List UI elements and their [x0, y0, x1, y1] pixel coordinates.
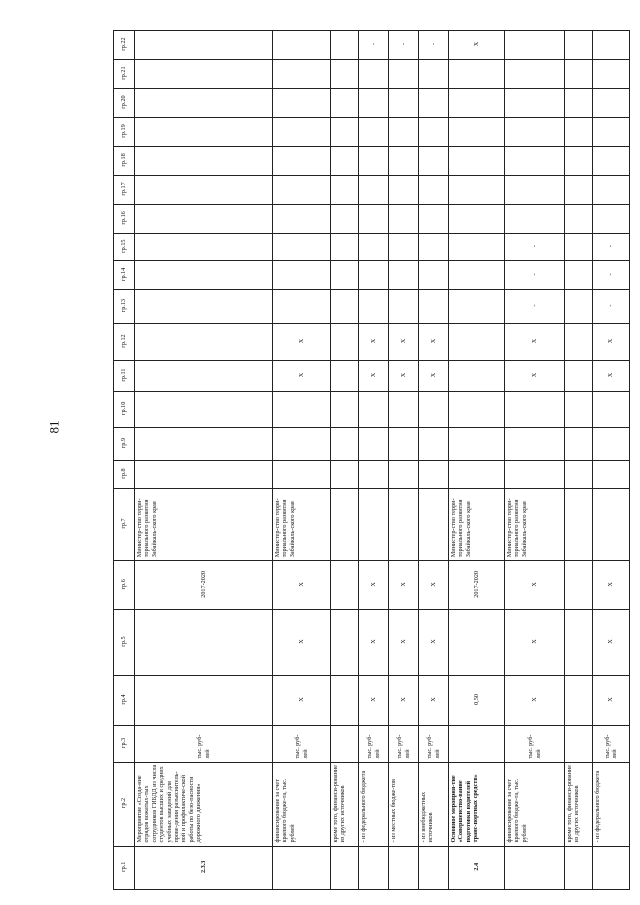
column-header: гр.12: [114, 323, 135, 361]
table-cell: [273, 261, 331, 290]
table-cell: тыс. руб-лей: [505, 726, 565, 762]
table-cell: [565, 147, 593, 176]
table-cell: [331, 147, 359, 176]
table-cell: [331, 204, 359, 233]
table-cell: [389, 391, 419, 427]
table-cell: [389, 175, 419, 204]
table-cell: [565, 561, 593, 610]
table-cell: [389, 261, 419, 290]
table-cell: Министер-ство терри-ториального развития Забайкаль-ского края: [135, 488, 273, 560]
table-cell: X: [419, 361, 449, 391]
table-cell: Основное мероприя-тие «Совершенство-вание подготовки водителей транс-портных средств»: [449, 762, 505, 846]
table-cell: X: [359, 675, 389, 726]
table-cell: [273, 118, 331, 147]
table-cell: [359, 89, 389, 118]
table-cell: X: [419, 561, 449, 610]
table-cell: -: [419, 31, 449, 60]
table-cell: [505, 461, 565, 489]
table-cell: X: [419, 323, 449, 361]
column-header: гр.20: [114, 89, 135, 118]
column-header: гр.10: [114, 391, 135, 427]
table-cell: [419, 846, 449, 889]
table-cell: [565, 461, 593, 489]
table-cell: [331, 610, 359, 675]
table-cell: [419, 391, 449, 427]
column-header: гр.22: [114, 31, 135, 60]
table-cell: [359, 60, 389, 89]
table-cell: [331, 261, 359, 290]
table-cell: [449, 89, 505, 118]
table-cell: X: [389, 675, 419, 726]
table-cell: [593, 31, 630, 60]
table-cell: [565, 60, 593, 89]
column-header: гр.9: [114, 427, 135, 460]
table-cell: X: [419, 610, 449, 675]
table-cell: X: [419, 675, 449, 726]
table-cell: [359, 147, 389, 176]
column-header: гр.5: [114, 610, 135, 675]
table-cell: -: [359, 31, 389, 60]
table-cell: X: [593, 675, 630, 726]
table-cell: [331, 60, 359, 89]
table-cell: X: [359, 361, 389, 391]
table-cell: [449, 726, 505, 762]
table-cell: [273, 60, 331, 89]
table-cell: X: [273, 675, 331, 726]
table-cell: [389, 846, 419, 889]
column-header: гр.21: [114, 60, 135, 89]
table-row: [565, 31, 593, 890]
table-row: [359, 31, 389, 890]
table-cell: [565, 261, 593, 290]
table-cell: [389, 233, 419, 261]
table-cell: [389, 427, 419, 460]
table-row: [389, 31, 419, 890]
table-cell: [389, 461, 419, 489]
table-cell: [135, 31, 273, 60]
table-cell: X: [359, 610, 389, 675]
table-cell: [359, 846, 389, 889]
column-header: гр.1: [114, 846, 135, 889]
table-cell: [273, 233, 331, 261]
table-cell: [331, 233, 359, 261]
table-cell: [273, 290, 331, 323]
table-cell: [331, 675, 359, 726]
table-cell: [135, 89, 273, 118]
table-cell: - из местных бюдже-тов: [389, 762, 419, 846]
table-cell: [419, 147, 449, 176]
table-cell: [389, 290, 419, 323]
table-cell: [331, 118, 359, 147]
table-cell: [505, 118, 565, 147]
table-cell: [419, 118, 449, 147]
table-cell: [565, 726, 593, 762]
table-cell: [449, 323, 505, 361]
column-header: гр.19: [114, 118, 135, 147]
table-cell: [273, 89, 331, 118]
table-cell: [135, 610, 273, 675]
table-cell: [449, 60, 505, 89]
column-header: гр.17: [114, 175, 135, 204]
table-cell: [331, 89, 359, 118]
table-cell: X: [593, 610, 630, 675]
column-header: гр.3: [114, 726, 135, 762]
table-cell: [419, 204, 449, 233]
table-cell: [135, 675, 273, 726]
table-cell: [449, 233, 505, 261]
table-cell: [505, 60, 565, 89]
table-cell: [565, 488, 593, 560]
table-cell: 0,50: [449, 675, 505, 726]
table-cell: [331, 175, 359, 204]
table-cell: [419, 89, 449, 118]
column-header: гр.4: [114, 675, 135, 726]
activity-plan-table: [113, 30, 630, 890]
table-cell: [449, 204, 505, 233]
table-cell: [449, 175, 505, 204]
column-header: гр.16: [114, 204, 135, 233]
table-cell: -: [505, 261, 565, 290]
table-cell: [565, 118, 593, 147]
table-cell: X: [449, 31, 505, 60]
table-cell: -: [389, 31, 419, 60]
column-header: гр.15: [114, 233, 135, 261]
table-cell: X: [389, 561, 419, 610]
table-cell: [389, 89, 419, 118]
column-header: гр.8: [114, 461, 135, 489]
column-header: гр.2: [114, 762, 135, 846]
table-cell: [331, 427, 359, 460]
table-cell: [419, 261, 449, 290]
table-cell: -: [505, 290, 565, 323]
table-cell: [593, 118, 630, 147]
table-row: [449, 31, 505, 890]
table-row: [331, 31, 359, 890]
table-cell: [593, 89, 630, 118]
table-cell: финансирование за счет краевого бюдже-та, тыс. рублей: [505, 762, 565, 846]
table-cell: [449, 147, 505, 176]
table-cell: [359, 290, 389, 323]
table-cell: [419, 60, 449, 89]
table-cell: X: [593, 361, 630, 391]
table-row: [505, 31, 565, 890]
column-header: гр.7: [114, 488, 135, 560]
table-cell: [419, 461, 449, 489]
table-cell: [505, 846, 565, 889]
table-cell: X: [273, 361, 331, 391]
table-cell: кроме того, финанси-рование из других источников: [331, 762, 359, 846]
table-cell: финансирование за счет краевого бюдже-та, тыс. рублей: [273, 762, 331, 846]
table-cell: [135, 290, 273, 323]
table-cell: [593, 175, 630, 204]
table-cell: X: [505, 561, 565, 610]
table-cell: [419, 290, 449, 323]
table-cell: [593, 60, 630, 89]
table-cell: [331, 391, 359, 427]
table-cell: [505, 391, 565, 427]
table-cell: [565, 610, 593, 675]
table-cell: [273, 427, 331, 460]
table-cell: [389, 60, 419, 89]
table-cell: [359, 118, 389, 147]
table-cell: [449, 290, 505, 323]
table-cell: [565, 846, 593, 889]
table-cell: [135, 60, 273, 89]
table-cell: [505, 427, 565, 460]
table-cell: X: [505, 675, 565, 726]
table-cell: [359, 461, 389, 489]
table-cell: 2017-2020: [135, 561, 273, 610]
table-cell: [419, 427, 449, 460]
table-cell: [359, 427, 389, 460]
table-cell: [505, 175, 565, 204]
column-header: гр.13: [114, 290, 135, 323]
table-row: [419, 31, 449, 890]
table-cell: [331, 323, 359, 361]
table-cell: X: [593, 561, 630, 610]
table-cell: [359, 488, 389, 560]
table-cell: X: [593, 323, 630, 361]
table-cell: [593, 427, 630, 460]
table-cell: [331, 846, 359, 889]
table-cell: [565, 175, 593, 204]
table-cell: Министер-ство терри-ториального развития Забайкаль-ского края: [273, 488, 331, 560]
table-cell: [565, 391, 593, 427]
table-cell: [565, 427, 593, 460]
header-row: [114, 31, 135, 890]
table-cell: [273, 846, 331, 889]
table-cell: [273, 175, 331, 204]
table-cell: X: [359, 561, 389, 610]
table-row: [593, 31, 630, 890]
table-cell: [449, 610, 505, 675]
page-number-text: 81: [46, 420, 61, 434]
table-cell: [419, 488, 449, 560]
table-cell: [135, 361, 273, 391]
table-cell: [135, 391, 273, 427]
table-cell: [565, 89, 593, 118]
table-cell: [389, 488, 419, 560]
table-cell: тыс. руб-лей: [359, 726, 389, 762]
table-cell: [135, 461, 273, 489]
table-cell: 2.4: [449, 846, 505, 889]
table-cell: [135, 261, 273, 290]
table-cell: [505, 204, 565, 233]
table-cell: тыс. руб-лей: [419, 726, 449, 762]
table-cell: [419, 175, 449, 204]
table-cell: [273, 147, 331, 176]
table-cell: [331, 488, 359, 560]
table-cell: [359, 233, 389, 261]
table-cell: X: [389, 361, 419, 391]
table-cell: [565, 290, 593, 323]
table-cell: X: [273, 561, 331, 610]
table-cell: 2017-2020: [449, 561, 505, 610]
table-cell: 2.3.3: [135, 846, 273, 889]
table-cell: X: [389, 323, 419, 361]
column-header: гр.11: [114, 361, 135, 391]
table-cell: Мероприятие «Созда-ние отрядов вожатых-тых сотрудников ГИБДД из числа студентов высших и средних учебных заведений для прове-дения разъяснитель-ной и профилактиче-ской работы по безо-пасности дорожного движения»: [135, 762, 273, 846]
table-cell: [565, 361, 593, 391]
table-cell: [331, 561, 359, 610]
table-row: [135, 31, 273, 890]
table-cell: -: [593, 261, 630, 290]
column-header: гр.18: [114, 147, 135, 176]
page-number: [44, 412, 64, 442]
table-cell: [505, 31, 565, 60]
table-cell: [359, 261, 389, 290]
table-cell: - из федерального бюджета: [359, 762, 389, 846]
table-cell: Министер-ство терри-ториального развития Забайкаль-ского края: [505, 488, 565, 560]
table-cell: [331, 290, 359, 323]
table-cell: [449, 118, 505, 147]
table-cell: [359, 175, 389, 204]
table-cell: [593, 391, 630, 427]
table-cell: тыс. руб-лей: [135, 726, 273, 762]
table-cell: [273, 204, 331, 233]
table-cell: [593, 461, 630, 489]
table-cell: [135, 323, 273, 361]
table-cell: -: [593, 233, 630, 261]
table-cell: [135, 175, 273, 204]
table-cell: [135, 147, 273, 176]
table-body: [114, 31, 630, 890]
table-cell: X: [273, 323, 331, 361]
table-cell: тыс. руб-лей: [593, 726, 630, 762]
table-cell: X: [359, 323, 389, 361]
table-cell: [359, 204, 389, 233]
table-cell: [565, 204, 593, 233]
table-cell: [449, 461, 505, 489]
table-cell: кроме того, финанси-рование из других источников: [565, 762, 593, 846]
table-cell: X: [505, 323, 565, 361]
table-cell: тыс. руб-лей: [273, 726, 331, 762]
table-cell: [449, 427, 505, 460]
table-cell: X: [389, 610, 419, 675]
table-cell: [505, 89, 565, 118]
table-cell: [593, 488, 630, 560]
table-cell: [331, 31, 359, 60]
table-cell: X: [505, 610, 565, 675]
table-cell: [331, 361, 359, 391]
table-cell: [565, 233, 593, 261]
table-cell: [449, 361, 505, 391]
table-cell: [565, 323, 593, 361]
table-cell: [419, 233, 449, 261]
table-cell: [359, 391, 389, 427]
table-cell: [565, 31, 593, 60]
table-cell: [389, 147, 419, 176]
table-cell: [389, 204, 419, 233]
table-cell: -: [505, 233, 565, 261]
column-header: гр.14: [114, 261, 135, 290]
table-cell: [135, 233, 273, 261]
table-cell: [593, 147, 630, 176]
table-cell: [135, 427, 273, 460]
table-cell: [593, 204, 630, 233]
table-cell: X: [505, 361, 565, 391]
table-cell: -: [593, 290, 630, 323]
rotated-table-wrapper: [113, 30, 626, 890]
table-cell: Министер-ство терри-ториального развития Забайкаль-ского края: [449, 488, 505, 560]
table-cell: X: [273, 610, 331, 675]
table-cell: [273, 391, 331, 427]
table-cell: [449, 391, 505, 427]
table-cell: [135, 204, 273, 233]
table-cell: [389, 118, 419, 147]
table-cell: - из федерального бюджета: [593, 762, 630, 846]
table-cell: [135, 118, 273, 147]
table-cell: [331, 461, 359, 489]
column-header: гр.6: [114, 561, 135, 610]
table-cell: [565, 675, 593, 726]
table-cell: [449, 261, 505, 290]
table-cell: [273, 31, 331, 60]
table-row: [273, 31, 331, 890]
table-cell: [505, 147, 565, 176]
table-cell: [273, 461, 331, 489]
table-cell: тыс. руб-лей: [389, 726, 419, 762]
table-cell: [593, 846, 630, 889]
table-cell: [331, 726, 359, 762]
table-cell: - из внебюджетных источников: [419, 762, 449, 846]
